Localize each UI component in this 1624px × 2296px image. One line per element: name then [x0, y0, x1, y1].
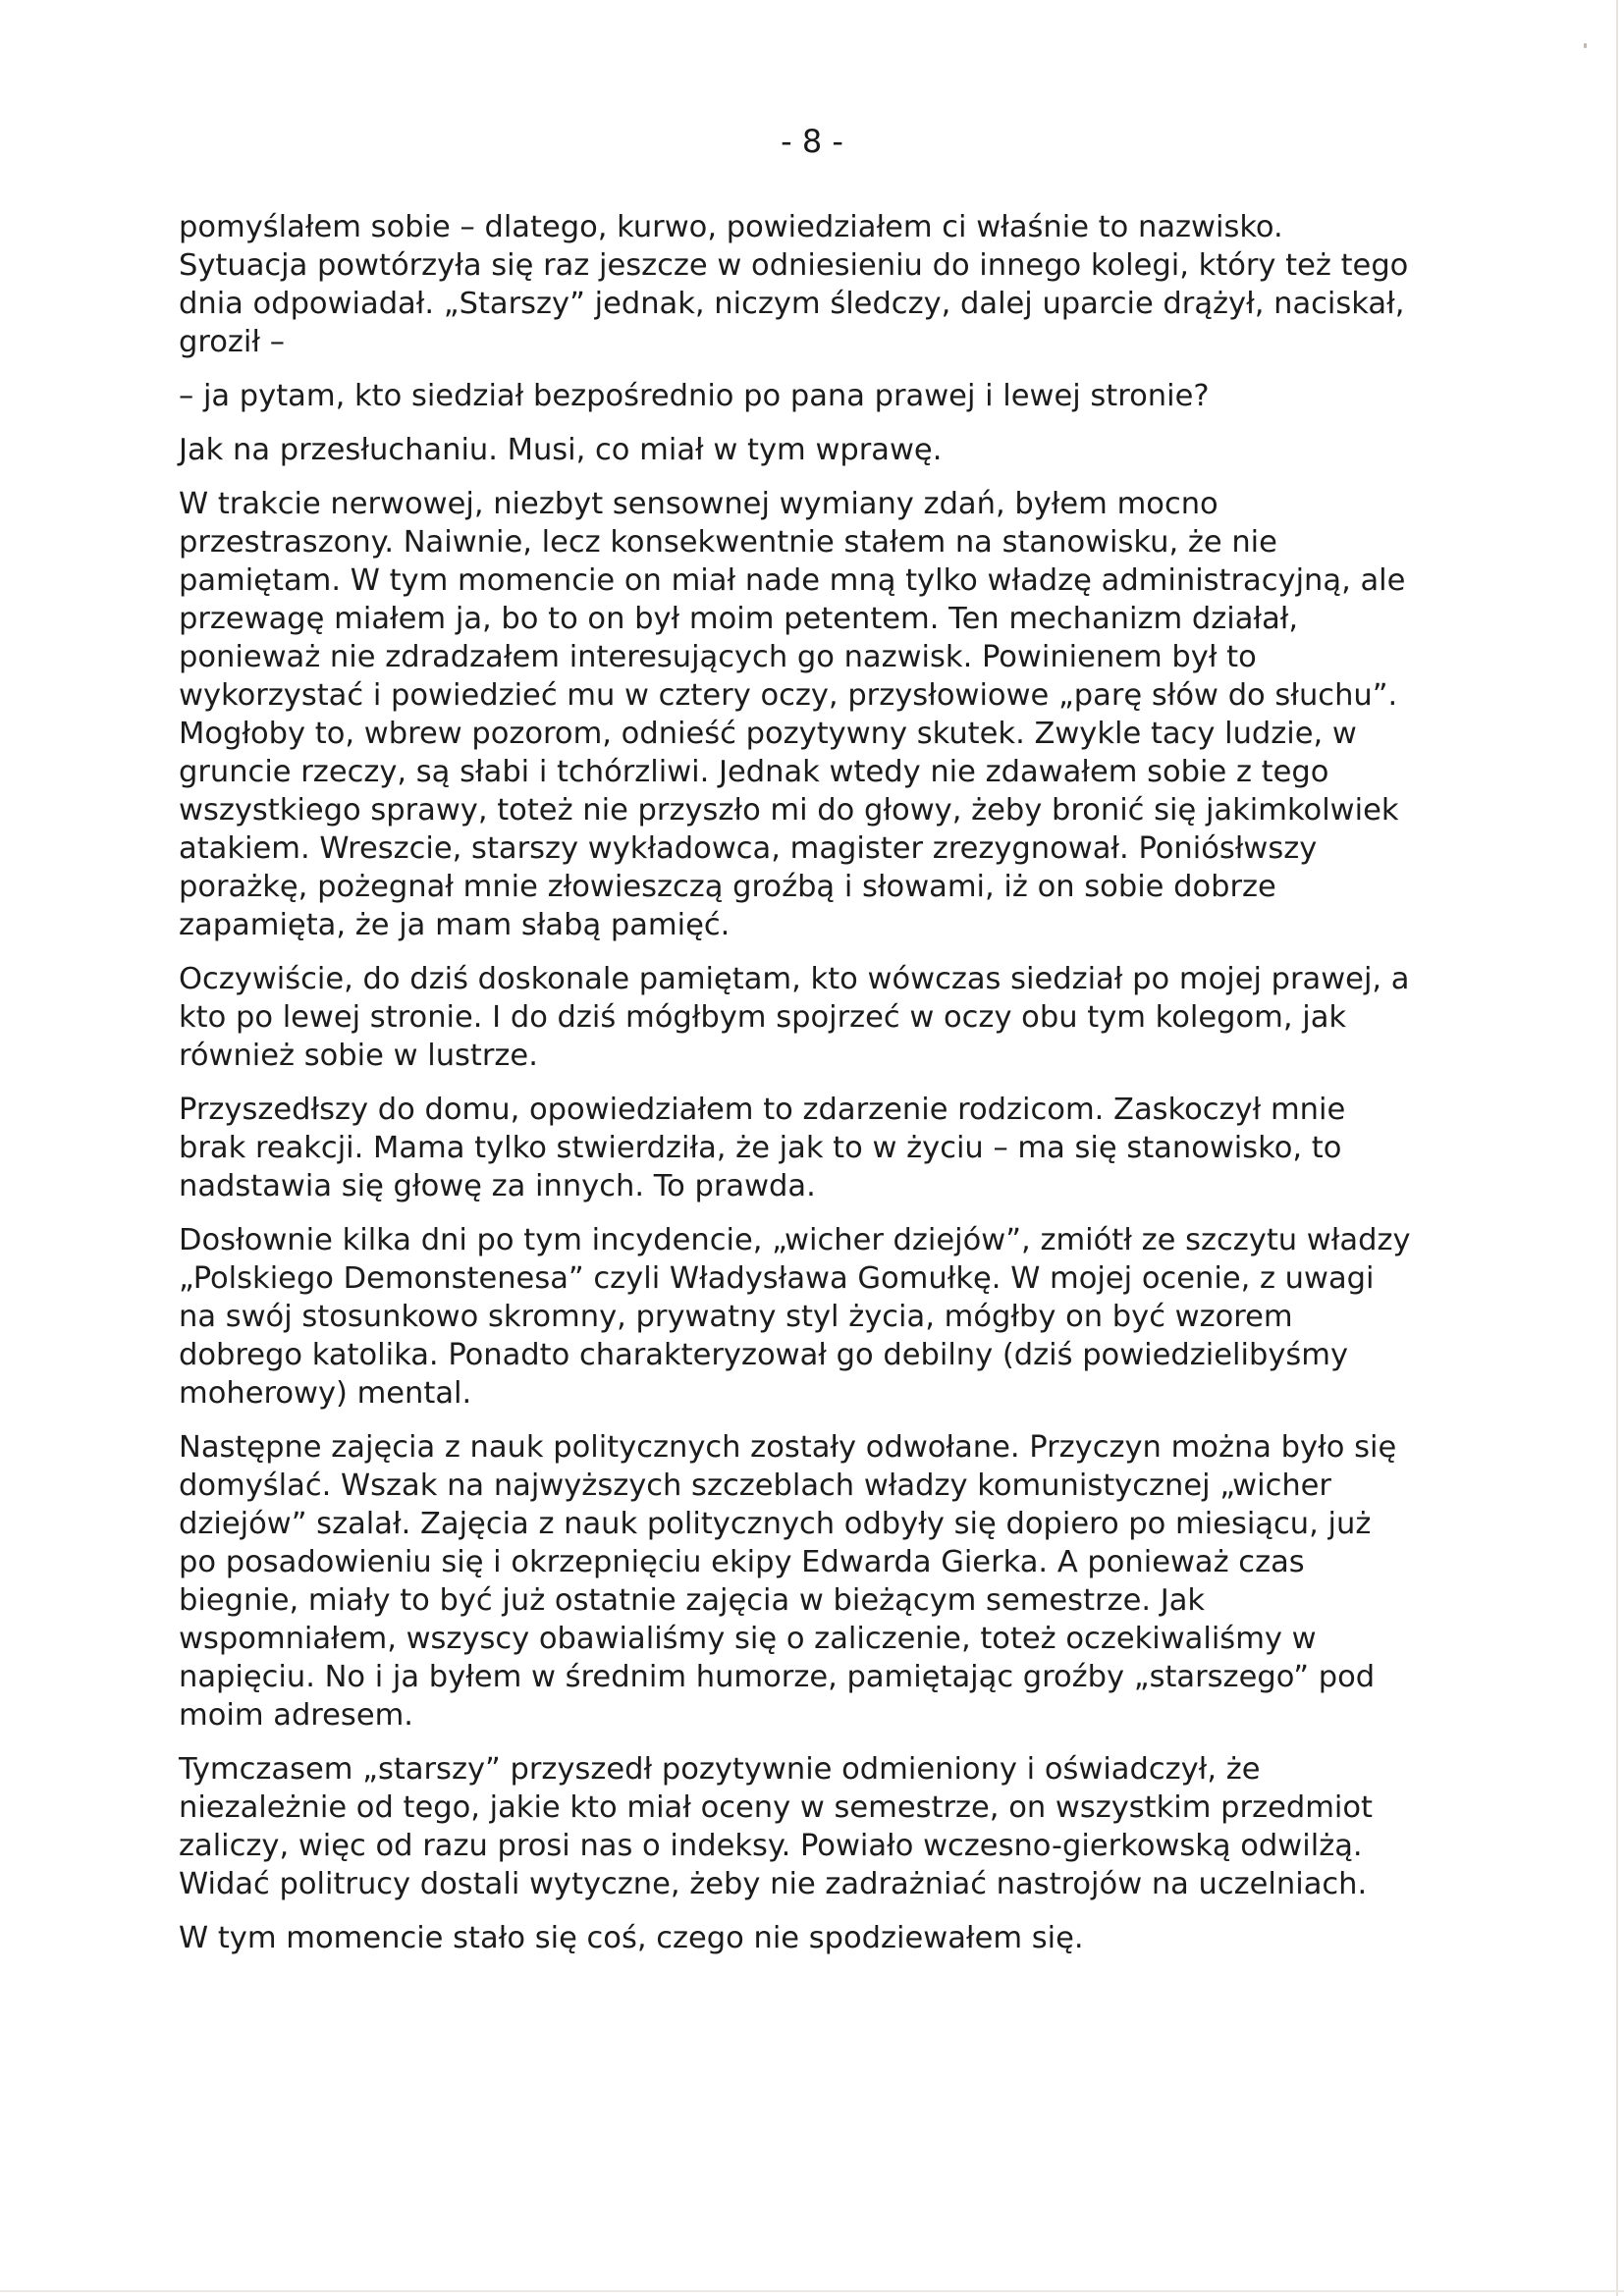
paragraph: – ja pytam, kto siedział bezpośrednio po pana prawej i lewej stronie?	[179, 379, 1210, 413]
paragraph: Tymczasem „starszy” przyszedł pozytywnie odmieniony i oświadczył, że niezależnie od tego, jakie kto miał oceny w semestrze, on wszystkim przedmiot zaliczy, więc od razu prosi nas o indeksy. Powiało wczesno-gierkowską odwilżą. Widać politrucy dostali wytyczne, żeby nie zadrażniać nastrojów na uczelniach.	[179, 1752, 1374, 1901]
paragraph: Oczywiście, do dziś doskonale pamiętam, kto wówczas siedział po mojej prawej, a kto po lewej stronie. I do dziś mógłbym spojrzeć w oczy obu tym kolegom, jak również sobie w lustrze.	[179, 962, 1410, 1073]
scan-edge-right	[1616, 0, 1618, 2296]
scan-speck	[1584, 43, 1587, 48]
paragraph: Następne zajęcia z nauk politycznych zostały odwołane. Przyczyn można było się domyślać. Wszak na najwyższych szczeblach władzy komunistycznej „wicher dziejów” szalał. Zajęcia z nauk politycznych odbyły się dopiero po miesiącu, już po posadowieniu się i okrzepnięciu ekipy Edwarda Gierka. A ponieważ czas biegnie, miały to być już ostatnie zajęcia w bieżącym semestrze. Jak wspomniałem, wszyscy obawialiśmy się o zaliczenie, toteż oczekiwaliśmy w napięciu. No i ja byłem w średnim humorze, pamiętając groźby „starszego” pod moim adresem.	[179, 1430, 1397, 1733]
paragraph: Jak na przesłuchaniu. Musi, co miał w tym wprawę.	[179, 433, 943, 467]
paragraph: Dosłownie kilka dni po tym incydencie, „wicher dziejów”, zmiótł ze szczytu władzy „Polskiego Demonstenesa” czyli Władysława Gomułkę. W mojej ocenie, z uwagi na swój stosunkowo skromny, prywatny styl życia, mógłby on być wzorem dobrego katolika. Ponadto charakteryzował go debilny (dziś powiedzielibyśmy moherowy) mental.	[179, 1223, 1411, 1411]
page-number: - 8 -	[781, 123, 843, 160]
scan-edge-bottom	[0, 2290, 1624, 2292]
body-text	[179, 208, 1416, 1973]
paragraph: pomyślałem sobie – dlatego, kurwo, powiedziałem ci właśnie to nazwisko. Sytuacja powtórzyła się raz jeszcze w odniesieniu do innego kolegi, który też tego dnia odpowiadał. „Starszy” jednak, niczym śledczy, dalej uparcie drążył, naciskał, groził –	[179, 210, 1409, 359]
paragraph: Przyszedłszy do domu, opowiedziałem to zdarzenie rodzicom. Zaskoczył mnie brak reakcji. Mama tylko stwierdziła, że jak to w życiu – ma się stanowisko, to nadstawia się głowę za innych. To prawda.	[179, 1093, 1346, 1203]
paragraph: W trakcie nerwowej, niezbyt sensownej wymiany zdań, byłem mocno przestraszony. Naiwnie, lecz konsekwentnie stałem na stanowisku, że nie pamiętam. W tym momencie on miał nade mną tylko władzę administracyjną, ale przewagę miałem ja, bo to on był moim petentem. Ten mechanizm działał, ponieważ nie zdradzałem interesujących go nazwisk. Powinienem był to wykorzystać i powiedzieć mu w cztery oczy, przysłowiowe „parę słów do słuchu”. Mogłoby to, wbrew pozorom, odnieść pozytywny skutek. Zwykle tacy ludzie, w gruncie rzeczy, są słabi i tchórzliwi. Jednak wtedy nie zdawałem sobie z tego wszystkiego sprawy, toteż nie przyszło mi do głowy, żeby bronić się jakimkolwiek atakiem. Wreszcie, starszy wykładowca, magister zrezygnował. Poniósłwszy porażkę, pożegnał mnie złowieszczą groźbą i słowami, iż on sobie dobrze zapamięta, że ja mam słabą pamięć.	[179, 487, 1406, 942]
paragraph: W tym momencie stało się coś, czego nie spodziewałem się.	[179, 1921, 1084, 1955]
